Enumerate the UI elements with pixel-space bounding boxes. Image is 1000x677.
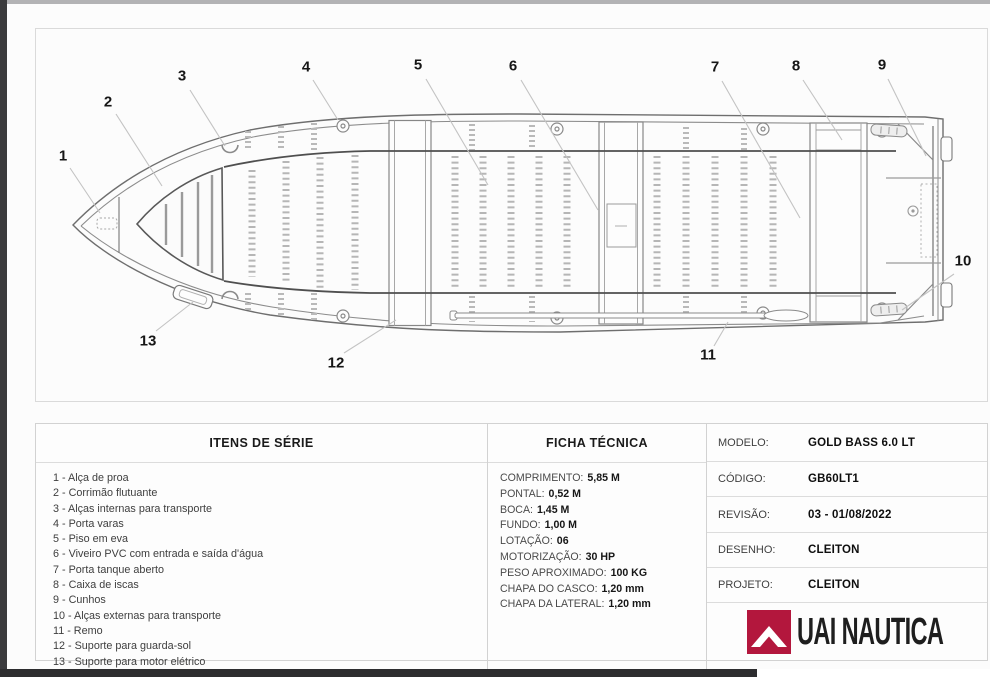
serial-items-body bbox=[36, 463, 487, 670]
window-left-edge bbox=[0, 0, 7, 677]
callout-2: 2 bbox=[103, 93, 113, 111]
tech-sheet-body bbox=[488, 463, 706, 613]
spec-value: 1,00 M bbox=[544, 519, 577, 532]
list-item: 10 - Alças externas para transporte bbox=[53, 609, 222, 622]
list-item: 3 - Alças internas para transporte bbox=[53, 502, 213, 515]
callout-3: 3 bbox=[177, 67, 187, 85]
project-label: PROJETO: bbox=[718, 579, 773, 591]
brand-logo-text-wrap bbox=[797, 610, 947, 654]
spec-table bbox=[35, 423, 988, 668]
callout-12: 12 bbox=[327, 354, 345, 372]
callout-11: 11 bbox=[700, 346, 716, 364]
spec-row bbox=[500, 471, 698, 487]
tech-sheet-header: FICHA TÉCNICA bbox=[488, 424, 706, 463]
spec-value: 30 HP bbox=[585, 550, 616, 563]
spec-row bbox=[500, 597, 698, 613]
serial-items-header: ITENS DE SÉRIE bbox=[36, 424, 487, 463]
spec-value: 1,45 M bbox=[536, 503, 570, 516]
spec-label: PONTAL: bbox=[500, 487, 545, 500]
spec-value: 06 bbox=[556, 535, 569, 548]
spec-value: 1,20 mm bbox=[601, 582, 644, 595]
list-item: 12 - Suporte para guarda-sol bbox=[53, 640, 192, 653]
spec-row bbox=[500, 487, 698, 503]
drawing-row bbox=[707, 533, 987, 568]
spec-row bbox=[500, 550, 698, 566]
project-row bbox=[707, 568, 987, 603]
brand-logo bbox=[707, 603, 987, 661]
window-bottom-edge bbox=[0, 669, 757, 677]
code-row bbox=[707, 462, 987, 497]
revision-label: REVISÃO: bbox=[718, 508, 770, 521]
project-value: CLEITON bbox=[808, 579, 860, 591]
model-label: MODELO: bbox=[718, 436, 769, 449]
list-item: 4 - Porta varas bbox=[53, 517, 124, 530]
tech-sheet-column bbox=[487, 424, 706, 670]
code-value: GB60LT1 bbox=[808, 473, 860, 485]
revision-row bbox=[707, 497, 987, 533]
callout-1: 1 bbox=[58, 147, 68, 165]
callout-13: 13 bbox=[139, 332, 157, 350]
callout-6: 6 bbox=[508, 57, 518, 75]
callout-4: 4 bbox=[301, 58, 311, 76]
brand-logo-text: UAI NAUTICA bbox=[797, 610, 944, 653]
spec-label: CHAPA DO CASCO: bbox=[500, 582, 598, 595]
model-value: GOLD BASS 6.0 LT bbox=[808, 436, 916, 449]
model-row bbox=[707, 424, 987, 462]
spec-label: LOTAÇÃO: bbox=[500, 535, 553, 548]
spec-row bbox=[500, 518, 698, 534]
spec-row bbox=[500, 534, 698, 550]
spec-row bbox=[500, 503, 698, 519]
brand-logo-icon bbox=[747, 610, 791, 654]
list-item: 6 - Viveiro PVC com entrada e saída d'água bbox=[53, 548, 264, 561]
callout-5: 5 bbox=[413, 56, 423, 74]
list-item: 5 - Piso em eva bbox=[53, 533, 129, 546]
serial-items-list bbox=[53, 471, 477, 670]
spec-value: 1,20 mm bbox=[608, 598, 651, 611]
spec-label: CHAPA DA LATERAL: bbox=[500, 598, 605, 611]
spec-value: 0,52 M bbox=[548, 487, 581, 500]
spec-label: FUNDO: bbox=[500, 519, 541, 532]
list-item: 13 - Suporte para motor elétrico bbox=[53, 655, 206, 668]
list-item: 9 - Cunhos bbox=[53, 594, 106, 607]
callout-8: 8 bbox=[791, 57, 801, 75]
spec-label: PESO APROXIMADO: bbox=[500, 566, 607, 579]
callout-9: 9 bbox=[877, 56, 887, 74]
spec-label: COMPRIMENTO: bbox=[500, 472, 584, 484]
spec-row bbox=[500, 566, 698, 582]
list-item: 7 - Porta tanque aberto bbox=[53, 563, 165, 576]
drawing-value: CLEITON bbox=[808, 544, 860, 556]
list-item: 1 - Alça de proa bbox=[53, 472, 129, 484]
spec-value: 5,85 M bbox=[587, 472, 620, 484]
list-item: 11 - Remo bbox=[53, 624, 103, 637]
serial-items-column bbox=[36, 424, 487, 670]
list-item: 8 - Caixa de iscas bbox=[53, 579, 139, 592]
drawing-label: DESENHO: bbox=[718, 544, 776, 556]
list-item: 2 - Corrimão flutuante bbox=[53, 487, 158, 500]
spec-label: BOCA: bbox=[500, 503, 533, 516]
callout-7: 7 bbox=[710, 58, 720, 76]
spec-value: 100 KG bbox=[610, 566, 648, 579]
revision-value: 03 - 01/08/2022 bbox=[808, 508, 892, 521]
spec-label: MOTORIZAÇÃO: bbox=[500, 550, 582, 563]
spec-row bbox=[500, 582, 698, 598]
callout-10: 10 bbox=[954, 252, 972, 270]
title-block-column bbox=[706, 424, 987, 670]
code-label: CÓDIGO: bbox=[718, 473, 766, 485]
